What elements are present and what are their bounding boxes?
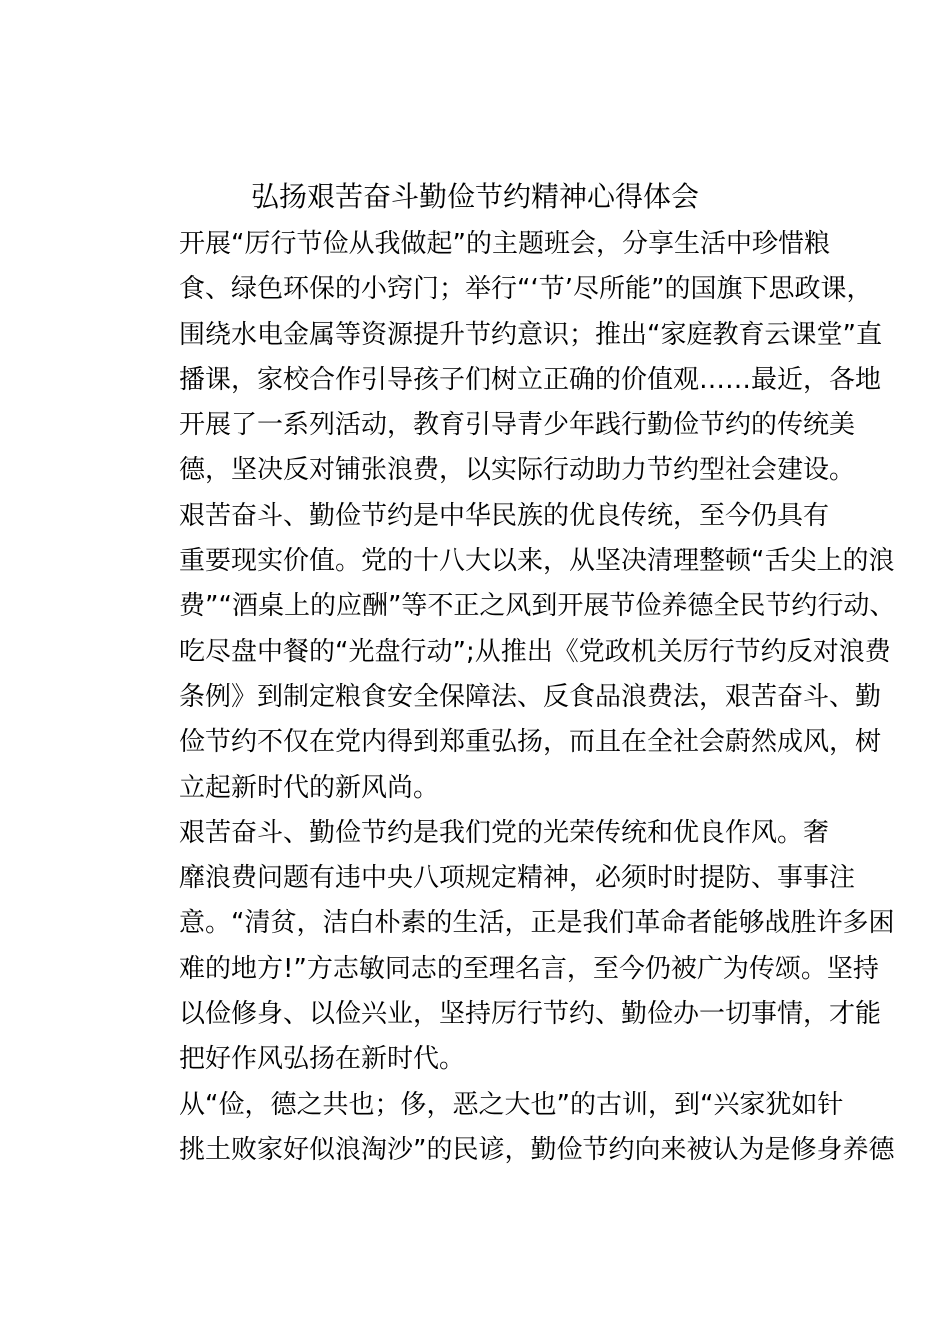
paragraph-3 bbox=[127, 811, 895, 1083]
text-line: 食、绿色环保的小窍门；举行“‘节’尽所能”的国旗下思政课， bbox=[179, 274, 873, 305]
text-line: 意。“清贫，洁白朴素的生活，正是我们革命者能够战胜许多困 bbox=[179, 908, 895, 939]
text-line: 靡浪费问题有违中央八项规定精神，必须时时提防、事事注 bbox=[179, 863, 856, 894]
text-line: 开展了一系列活动，教育引导青少年践行勤俭节约的传统美 bbox=[179, 410, 856, 441]
text-line: 德，坚决反对铺张浪费，以实际行动助力节约型社会建设。 bbox=[179, 455, 856, 486]
text-line: 吃尽盘中餐的“光盘行动”;从推出《党政机关厉行节约反对浪费 bbox=[179, 636, 891, 667]
text-line: 艰苦奋斗、勤俭节约是我们党的光荣传统和优良作风。奢 bbox=[179, 817, 830, 848]
text-line: 立起新时代的新风尚。 bbox=[179, 772, 440, 803]
text-line: 以俭修身、以俭兴业，坚持厉行节约、勤俭办一切事情，才能 bbox=[179, 999, 882, 1030]
text-line: 开展“厉行节俭从我做起”的主题班会，分享生活中珍惜粮 bbox=[179, 229, 830, 259]
document-body bbox=[127, 222, 896, 1173]
document-title: 弘扬艰苦奋斗勤俭节约精神心得体会 bbox=[250, 180, 699, 213]
paragraph-4 bbox=[127, 1083, 895, 1174]
text-line: 播课，家校合作引导孩子们树立正确的价值观……最近，各地 bbox=[179, 364, 882, 395]
text-line: 围绕水电金属等资源提升节约意识；推出“家庭教育云课堂”直 bbox=[179, 319, 882, 350]
text-line: 艰苦奋斗、勤俭节约是中华民族的优良传统，至今仍具有 bbox=[179, 500, 830, 531]
paragraph-2 bbox=[127, 494, 896, 811]
paragraph-1 bbox=[127, 222, 882, 494]
text-line: 从“俭，德之共也；侈，恶之大也”的古训，到“兴家犹如针 bbox=[179, 1089, 844, 1120]
text-line: 难的地方!”方志敏同志的至理名言，至今仍被广为传颂。坚持 bbox=[179, 953, 879, 984]
text-line: 俭节约不仅在党内得到郑重弘扬，而且在全社会蔚然成风，树 bbox=[179, 727, 882, 758]
text-line: 挑土败家好似浪淘沙”的民谚，勤俭节约向来被认为是修身养德 bbox=[179, 1134, 895, 1165]
text-line: 重要现实价值。党的十八大以来，从坚决清理整顿“舌尖上的浪 bbox=[179, 546, 895, 577]
text-line: 费”“酒桌上的应酬”等不正之风到开展节俭养德全民节约行动、 bbox=[179, 591, 896, 622]
text-line: 把好作风弘扬在新时代。 bbox=[179, 1044, 466, 1075]
text-line: 条例》到制定粮食安全保障法、反食品浪费法，艰苦奋斗、勤 bbox=[179, 681, 882, 712]
